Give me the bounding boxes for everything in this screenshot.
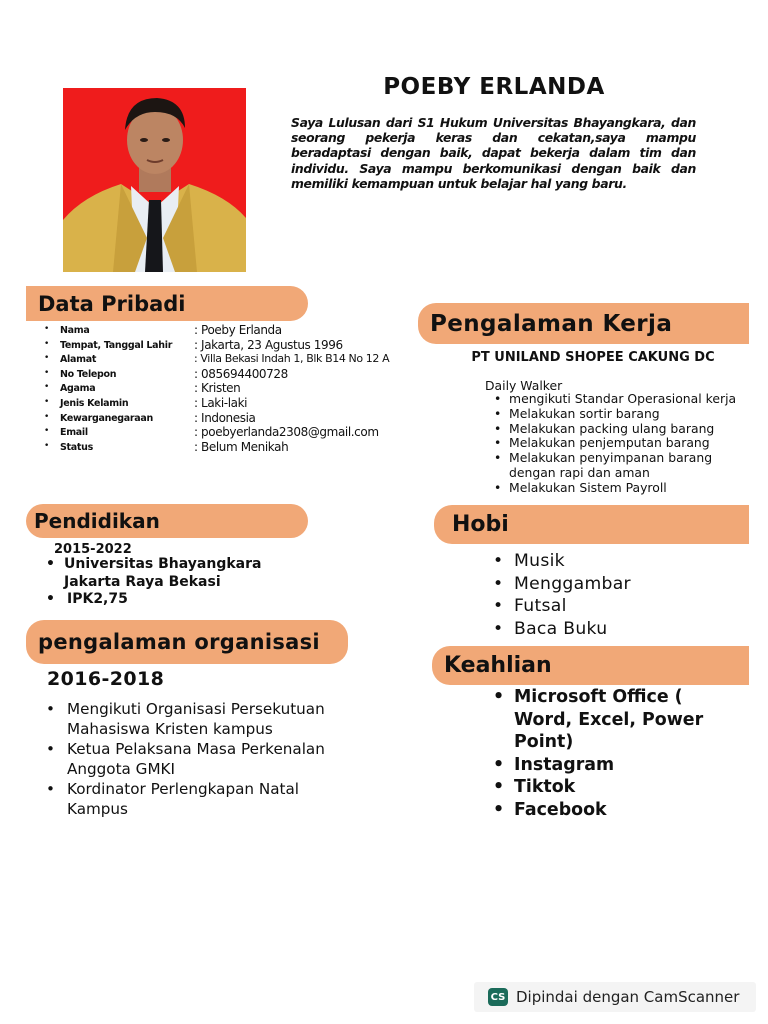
field-label: Alamat: [60, 354, 97, 366]
field-label: Tempat, Tanggal Lahir: [60, 339, 173, 351]
field-value: : poebyerlanda2308@gmail.com: [194, 425, 379, 440]
list-item: [494, 481, 752, 496]
list-item: [42, 324, 392, 339]
school-location: Jakarta Raya Bekasi: [64, 573, 221, 590]
person-name: POEBY ERLANDA: [383, 74, 605, 100]
item-text: Tiktok: [514, 777, 576, 798]
list-item: [494, 407, 752, 422]
item-text: Musik: [514, 551, 565, 571]
bullet-icon: •: [494, 479, 502, 495]
section-pengalaman-kerja: [418, 303, 749, 344]
job-duties-list: [494, 392, 752, 496]
camscanner-watermark: [474, 982, 756, 1012]
bullet-icon: •: [493, 618, 504, 639]
bullet-icon: •: [494, 420, 502, 436]
section-title: Hobi: [452, 512, 509, 537]
field-value: : Poeby Erlanda: [194, 323, 282, 337]
section-keahlian: [432, 646, 749, 685]
list-item: [46, 574, 261, 592]
bullet-icon: •: [493, 687, 505, 707]
portrait-illustration: [63, 88, 246, 272]
list-item: [46, 779, 326, 819]
hobby-list: [493, 550, 631, 640]
section-title: pengalaman organisasi: [38, 630, 320, 654]
organization-list: [46, 699, 326, 819]
bullet-icon: •: [493, 777, 505, 798]
list-item: [42, 441, 392, 456]
field-value: : Laki-laki: [194, 395, 248, 410]
list-item: [493, 618, 631, 641]
list-item: [42, 397, 392, 412]
list-item: [42, 412, 392, 427]
bullet-icon: •: [44, 426, 50, 437]
bullet-icon: •: [494, 391, 502, 406]
section-title: Pengalaman Kerja: [430, 310, 673, 337]
field-label: Nama: [60, 325, 90, 336]
section-title: Keahlian: [444, 653, 552, 678]
list-item: [493, 550, 631, 573]
organization-years: 2016-2018: [47, 668, 165, 690]
bullet-icon: •: [46, 780, 55, 798]
bullet-icon: •: [46, 740, 55, 758]
item-text: Melakukan Sistem Payroll: [509, 479, 667, 495]
section-pendidikan: [26, 504, 308, 538]
bullet-icon: •: [44, 324, 50, 334]
list-item: [493, 573, 631, 596]
profile-summary: Saya Lulusan dari S1 Hukum Universitas Bhayangkara, dan seorang pekerja keras dan cekatan,saya mampu beradaptasi dengan baik, dapat bekerja dalam tim dan individu. Saya mampu berkomunikasi dengan baik dan memiliki kemampuan untuk belajar hal yang baru.: [291, 115, 696, 191]
bullet-icon: •: [44, 382, 50, 393]
list-item: [42, 368, 392, 383]
list-item: [494, 422, 752, 437]
education-list: [46, 556, 261, 609]
bullet-icon: •: [493, 596, 504, 617]
item-text: Kordinator Perlengkapan Natal Kampus: [67, 780, 300, 818]
field-value: : Kristen: [194, 381, 241, 396]
section-title: Data Pribadi: [38, 291, 186, 316]
bullet-icon: •: [493, 573, 504, 594]
list-item: [493, 776, 733, 799]
field-value: : Belum Menikah: [194, 439, 289, 454]
section-organisasi: [26, 620, 348, 664]
bullet-icon: •: [46, 700, 55, 718]
bullet-icon: •: [46, 591, 55, 607]
item-text: Menggambar: [514, 573, 631, 594]
section-data-pribadi: [26, 286, 308, 321]
bullet-icon: •: [44, 338, 50, 349]
bullet-icon: •: [494, 405, 502, 421]
list-item: [493, 686, 733, 754]
bullet-icon: •: [493, 754, 505, 775]
camscanner-logo-icon: CS: [488, 988, 508, 1006]
item-text: Melakukan sortir barang: [509, 405, 660, 421]
section-title: Pendidikan: [34, 509, 160, 533]
field-label: Kewarganegaraan: [60, 412, 153, 424]
bullet-icon: •: [44, 396, 50, 407]
company-name: PT UNILAND SHOPEE CAKUNG DC: [471, 350, 715, 365]
item-text: mengikuti Standar Operasional kerja: [509, 391, 737, 406]
item-text: Futsal: [514, 596, 567, 617]
item-text: Melakukan penyimpanan barang dengan rapi dan aman: [509, 450, 713, 480]
field-label: Status: [60, 441, 93, 453]
bullet-icon: •: [46, 556, 55, 572]
personal-data-list: [42, 324, 392, 455]
list-item: [494, 436, 752, 451]
item-text: Melakukan penjemputan barang: [509, 435, 710, 451]
list-item: [46, 556, 261, 574]
list-item: [494, 392, 752, 407]
field-label: Email: [60, 427, 88, 439]
skill-list: [493, 686, 733, 822]
list-item: [46, 591, 261, 609]
section-hobi: [434, 505, 749, 544]
list-item: [42, 382, 392, 397]
field-value: : Villa Bekasi Indah 1, Blk B14 No 12 A: [194, 352, 390, 366]
item-text: Melakukan packing ulang barang: [509, 420, 715, 436]
profile-photo: [63, 88, 246, 272]
item-text: Microsoft Office ( Word, Excel, Power Point): [514, 687, 704, 753]
field-label: Jenis Kelamin: [60, 397, 129, 409]
field-value: : Jakarta, 23 Agustus 1996: [194, 337, 343, 352]
bullet-icon: •: [44, 353, 50, 364]
bullet-icon: •: [493, 799, 505, 820]
list-item: [46, 699, 326, 739]
list-item: [42, 353, 392, 368]
list-item: [494, 451, 752, 481]
item-text: Facebook: [514, 799, 607, 820]
bullet-icon: •: [44, 367, 50, 378]
list-item: [493, 754, 733, 777]
watermark-text: Dipindai dengan CamScanner: [516, 988, 740, 1006]
list-item: [42, 426, 392, 441]
item-text: Mengikuti Organisasi Persekutuan Mahasiswa Kristen kampus: [67, 700, 325, 738]
bullet-icon: •: [494, 435, 502, 451]
gpa: IPK2,75: [67, 591, 128, 607]
education-years: 2015-2022: [54, 542, 132, 557]
field-label: No Telepon: [60, 368, 117, 380]
list-item: [493, 799, 733, 822]
school-name: Universitas Bhayangkara: [64, 556, 262, 572]
field-label: Agama: [60, 383, 96, 395]
bullet-icon: •: [44, 411, 50, 422]
bullet-icon: •: [493, 551, 504, 571]
item-text: Ketua Pelaksana Masa Perkenalan Anggota GMKI: [67, 740, 325, 778]
item-text: Baca Buku: [514, 618, 608, 639]
field-value: : Indonesia: [194, 410, 256, 425]
bullet-icon: •: [494, 450, 502, 466]
list-item: [42, 339, 392, 354]
list-item: [46, 739, 326, 779]
list-item: [493, 595, 631, 618]
bullet-icon: •: [44, 440, 50, 451]
field-value: : 085694400728: [194, 366, 288, 381]
item-text: Instagram: [514, 754, 615, 775]
job-role: Daily Walker: [485, 378, 563, 393]
